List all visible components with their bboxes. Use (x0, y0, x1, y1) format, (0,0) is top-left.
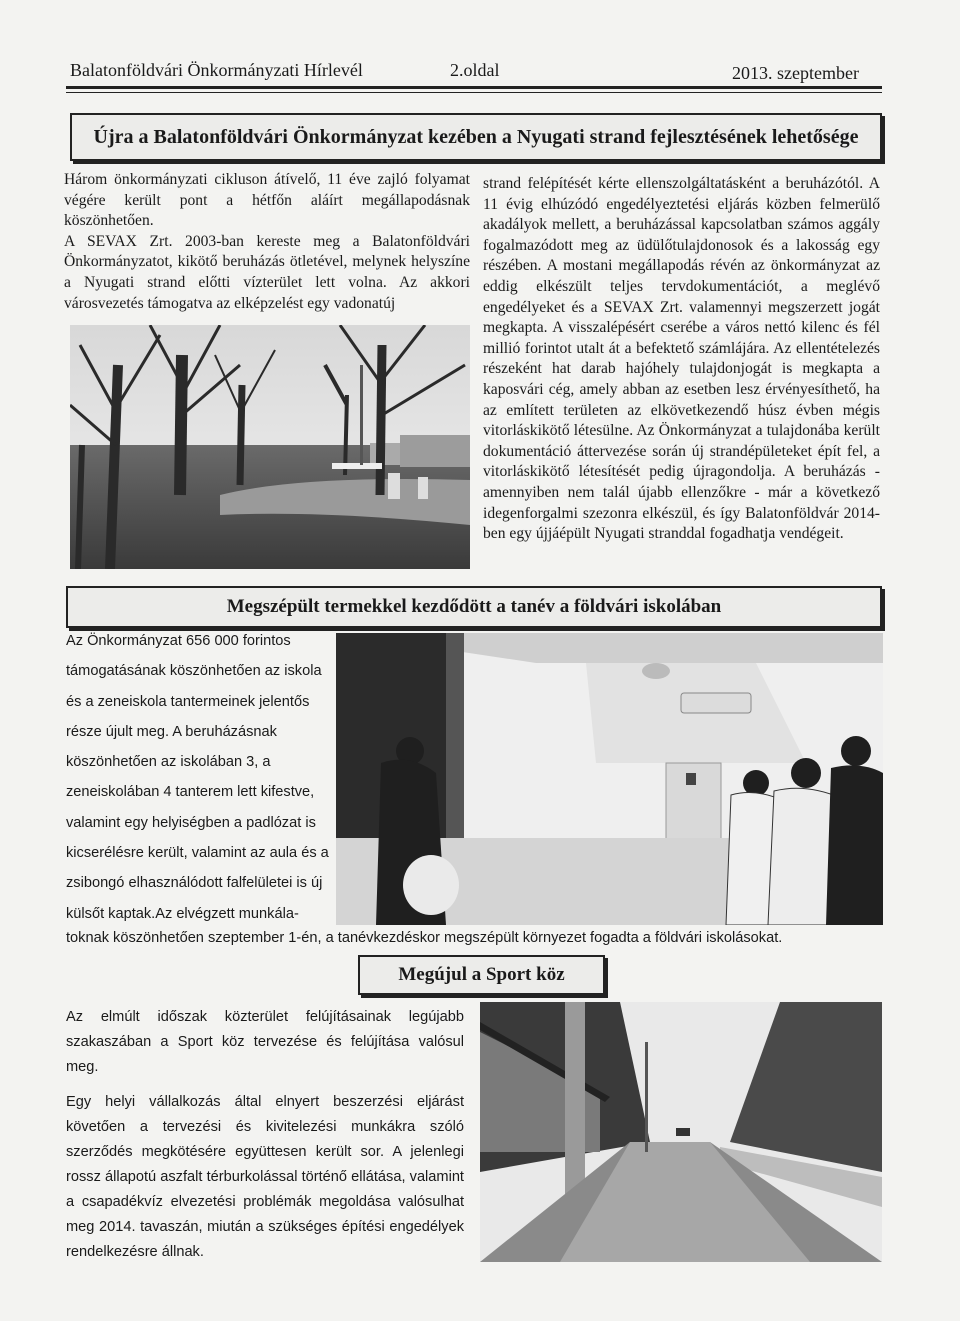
article-title-strand: Újra a Balatonföldvári Önkormányzat kezében a Nyugati strand fejlesztésének lehetősége (70, 113, 882, 161)
article-paragraph: Egy helyi vállalkozás által elnyert beszerzési eljárást követően a tervezési és kivitelezési munkákra szóló szerződés megkötésére együttesen került sor. A jelenlegi rossz állapotú aszfalt térburkolással történő ellátása, valamint a csapadékvíz elvezetési problémák megoldása valósulhat meg 2014. tavaszán, miután a szükséges építési engedélyek rendelkezésre állnak. (66, 1094, 464, 1260)
article-paragraph: A SEVAX Zrt. 2003-ban kereste meg a Balatonföldvári Önkormányzatot, kikötő beruházás ötletével, melynek helyszíne a Nyugati strand előtti vízterület lett volna. Az akkori városvezetés támogatva az elképzelést egy vadonatúj (64, 232, 470, 312)
article-sport-koz-text (66, 1005, 464, 1275)
header-rule-thin (66, 92, 882, 93)
page-number: 2.oldal (450, 60, 500, 80)
article-title-school: Megszépült termekkel kezdődött a tanév a földvári iskolában (66, 586, 882, 628)
article-paragraph: Három önkormányzati cikluson átívelő, 11 éve zajló folyamat végére került pont a hétfőn aláírt megállapodásnak köszönhetően. (64, 171, 470, 230)
article-paragraph: Az elmúlt időszak közterület felújításainak legújabb szakaszában a Sport köz tervezése és felújítása valósul meg. (66, 1009, 464, 1075)
article-school-text-continued: toknak köszönhetően szeptember 1-én, a tanévkezdéskor megszépült környezet fogadta a földvári iskolásokat. (66, 930, 783, 946)
header-rule (66, 86, 882, 89)
article-school-text: Az Önkormányzat 656 000 forintos támogatásának köszönhetően az iskola és a zeneiskola tantermeinek jelentős része újult meg. A beruházásnak köszönhetően az iskolában 3, a zeneiskolában 4 tanterem lett kifestve, valamint egy helyiségben a padlózat is kicserélésre került, valamint az aula és a zsibongó elhasználódott falfelületei is új külsőt kaptak.Az elvégzett munkála- (66, 633, 329, 922)
park-photo (70, 325, 470, 569)
article-strand-text-right: strand felépítését kérte ellenszolgáltatásként a beruházótól. A 11 évig elhúzódó engedélyeztetési eljárás közben felmerülő akadályok mellett, a beruházással kapcsolatban számos aggály fogalmazódott meg az üdülőtulajdonosok és a lakosság egy részében. A mostani megállapodás révén az önkormányzat az eddig elkészült teljes tervdokumentációt, a meglévő engedélyeket és a SEVAX Zrt. valamennyi megszerzett jogát megkapta. A visszalépésért cserébe a város nettó kilenc és fél millió forintot utalt át a befektető számlájára. Az ellentételezés részeként hat darab hajóhely tulajdonjogát is megkapta a kaposvári cég, amely abban az esetben lesz érvényesíthető, ha az említett területen az elkövetkezendő húsz évben mégis vitorláskikötő létesülne. Az Önkormányzat a tulajdonába került dokumentáció áttervezése során új strandépületeket épít fel, a vitorláskikötő létesítését pedig újragondolja. A beruházás - amennyiben nem talál újabb ellenzőkre - már a következő idegenforgalmi szezonra elkészül, és így Balatonföldvár 2014-ben egy újjáépült Nyugati stranddal fogadhatja vendégeit. (483, 175, 880, 543)
article-strand-text-left (64, 170, 470, 314)
publication-title: Balatonföldvári Önkormányzati Hírlevél (70, 60, 363, 80)
article-title-sport-koz: Megújul a Sport köz (358, 955, 605, 995)
street-photo (480, 1002, 882, 1262)
classroom-photo (336, 633, 883, 925)
issue-date: 2013. szeptember (732, 63, 859, 83)
